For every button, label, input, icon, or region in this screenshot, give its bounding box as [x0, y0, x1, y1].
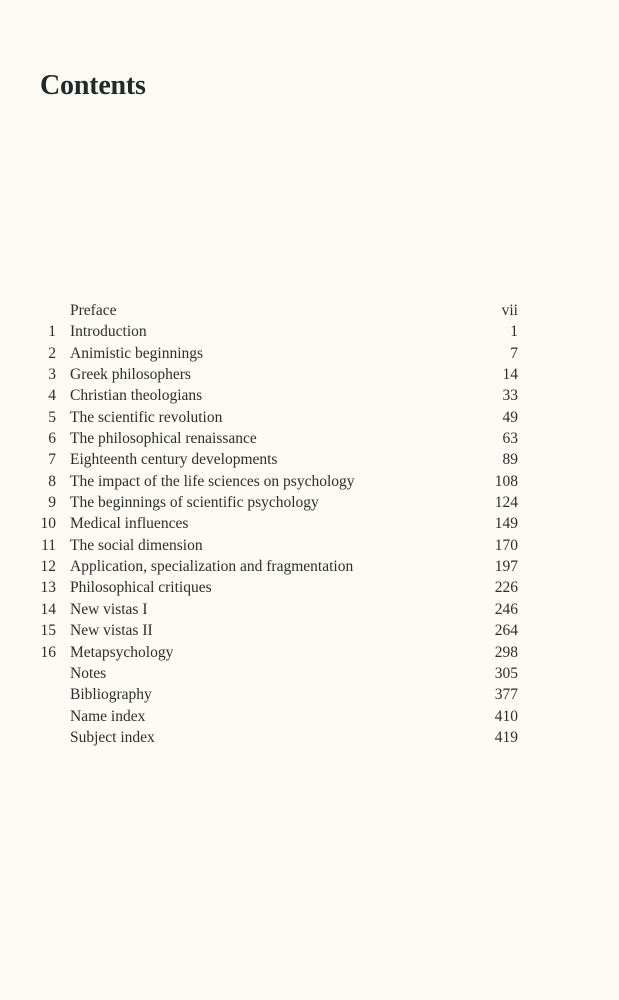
chapter-title: The philosophical renaissance	[70, 430, 257, 448]
chapter-number: 11	[41, 536, 56, 554]
chapter-number: 6	[48, 430, 56, 448]
chapter-title: Christian theologians	[70, 387, 203, 405]
chapter-number: 8	[48, 472, 56, 490]
page-number: 197	[494, 558, 518, 576]
chapter-title: The beginnings of scientific psychology	[70, 494, 319, 512]
toc-entry	[40, 492, 520, 513]
chapter-title: Medical influences	[70, 515, 189, 533]
chapter-number: 7	[48, 451, 56, 469]
page-number: 149	[494, 515, 518, 533]
chapter-title: Subject index	[70, 728, 155, 746]
toc-entry	[40, 321, 520, 342]
toc-entry	[40, 556, 520, 577]
chapter-number: 12	[40, 558, 56, 576]
toc-entry	[40, 535, 520, 556]
chapter-title: New vistas I	[70, 600, 148, 618]
chapter-number: 15	[40, 622, 56, 640]
page-number: 89	[502, 451, 518, 469]
page-number: vii	[501, 302, 518, 319]
toc-entry	[40, 428, 520, 449]
toc-entry	[40, 300, 520, 321]
toc-entry	[40, 471, 520, 492]
page-number: 226	[494, 579, 518, 597]
chapter-title: The impact of the life sciences on psychology	[70, 472, 355, 490]
page-number: 124	[494, 494, 518, 512]
chapter-title: New vistas II	[70, 622, 153, 640]
page-number: 264	[494, 622, 518, 640]
toc-entry	[40, 407, 520, 428]
page-number: 14	[502, 366, 518, 384]
page-title: Contents	[40, 70, 146, 101]
toc-entry	[40, 620, 520, 641]
toc-entry	[40, 727, 520, 748]
chapter-number: 14	[40, 600, 56, 618]
toc-entry	[40, 513, 520, 534]
toc-entry	[40, 577, 520, 598]
chapter-number: 5	[48, 408, 56, 426]
toc-entry	[40, 364, 520, 385]
chapter-title: Animistic beginnings	[70, 344, 204, 362]
chapter-title: Philosophical critiques	[70, 579, 212, 597]
toc-entry	[40, 642, 520, 663]
page-number: 49	[502, 408, 518, 426]
page-number: 1	[510, 323, 518, 341]
chapter-title: Name index	[70, 707, 146, 725]
page-number: 7	[510, 344, 518, 362]
chapter-number: 1	[48, 323, 56, 341]
toc-entry	[40, 599, 520, 620]
chapter-number: 2	[48, 344, 56, 362]
toc-entry	[40, 663, 520, 684]
toc-entry	[40, 706, 520, 727]
chapter-title: Introduction	[70, 323, 147, 341]
page-number: 170	[494, 536, 518, 554]
page-number: 410	[494, 707, 518, 725]
chapter-title: The scientific revolution	[70, 408, 223, 426]
page-number: 305	[494, 664, 518, 682]
chapter-title: Bibliography	[70, 686, 152, 704]
chapter-title: Notes	[70, 664, 107, 682]
chapter-title: Preface	[70, 302, 117, 319]
toc-entry	[40, 343, 520, 364]
page-number: 419	[494, 728, 518, 746]
chapter-number: 3	[48, 366, 56, 384]
toc-entry	[40, 449, 520, 470]
chapter-title: Application, specialization and fragmentation	[70, 558, 354, 576]
page-number: 63	[502, 430, 518, 448]
chapter-number: 9	[48, 494, 56, 512]
chapter-number: 13	[40, 579, 56, 597]
chapter-number: 16	[40, 643, 56, 661]
chapter-title: Greek philosophers	[70, 366, 191, 384]
chapter-title: The social dimension	[70, 536, 203, 554]
table-of-contents	[40, 300, 520, 748]
chapter-number: 10	[40, 515, 56, 533]
page-number: 33	[502, 387, 518, 405]
chapter-title: Eighteenth century developments	[70, 451, 278, 469]
chapter-title: Metapsychology	[70, 643, 174, 661]
page-number: 377	[494, 686, 518, 704]
toc-entry	[40, 385, 520, 406]
toc-entry	[40, 684, 520, 705]
page-number: 246	[494, 600, 518, 618]
chapter-number: 4	[48, 387, 56, 405]
page-number: 108	[494, 472, 518, 490]
page-number: 298	[494, 643, 518, 661]
